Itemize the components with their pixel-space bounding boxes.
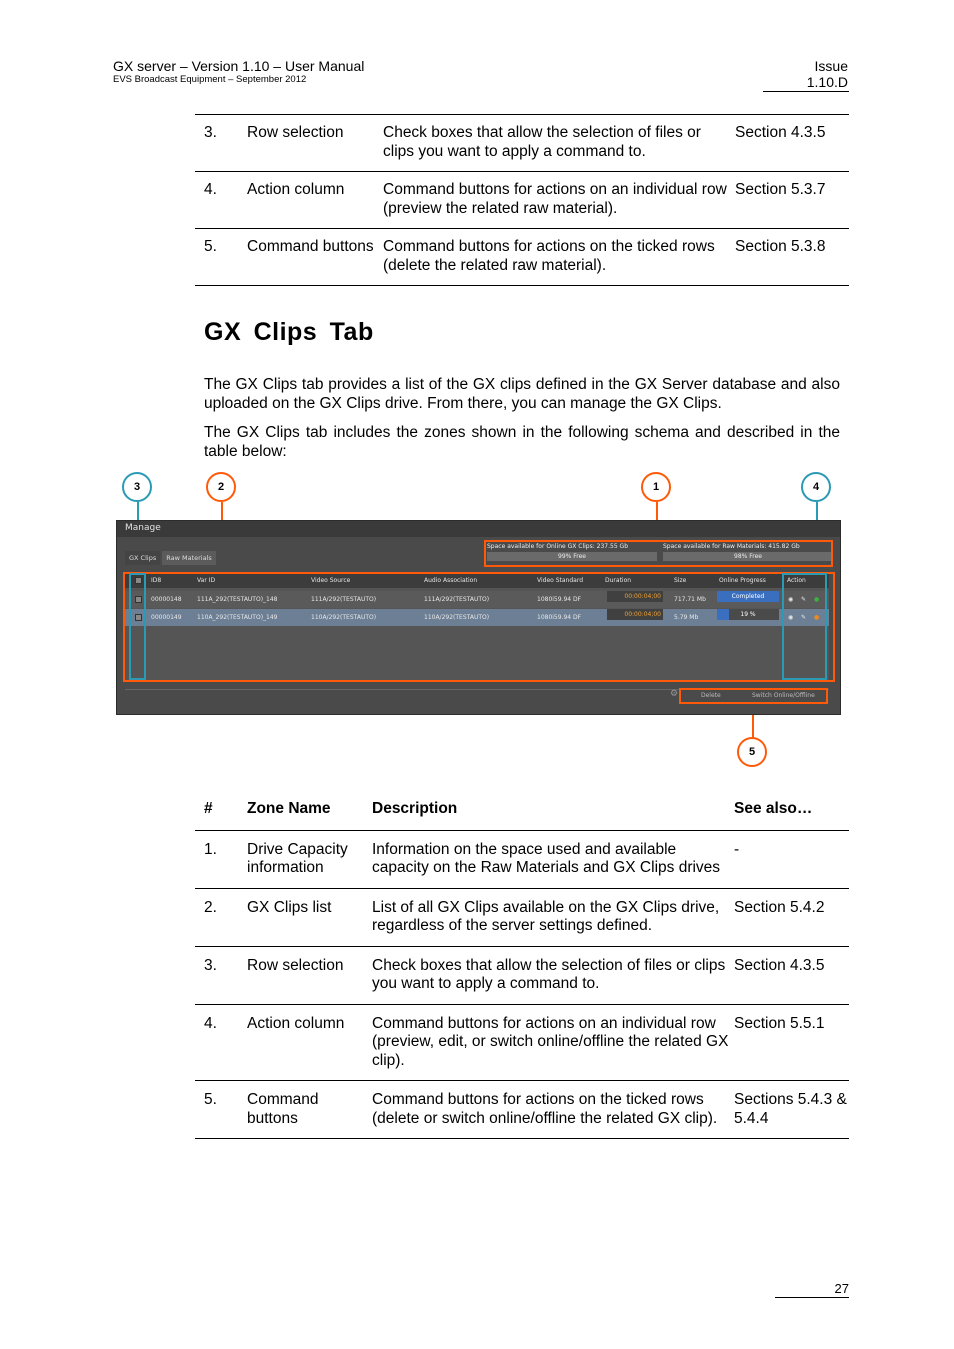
zone-number: 2. xyxy=(195,888,247,946)
section-heading: GX Clips Tab xyxy=(204,318,374,346)
table-row xyxy=(195,1081,849,1139)
cell-size: 717.71 Mb xyxy=(674,596,706,603)
zone-4-highlight xyxy=(782,573,827,680)
zone-see-also: Section 5.3.8 xyxy=(735,229,849,286)
zone-description: Command buttons for actions on an individual row (preview, edit, or switch online/offline the related GX clip). xyxy=(372,1004,734,1081)
zone-description: Check boxes that allow the selection of files or clips you want to apply a command to. xyxy=(383,115,735,172)
zone-3-highlight xyxy=(129,573,146,680)
edit-pencil-icon[interactable]: ✎ xyxy=(801,596,807,603)
table-row xyxy=(195,1004,849,1081)
raw-materials-zone-table xyxy=(195,114,849,286)
zone-see-also: Section 4.3.5 xyxy=(734,946,849,1004)
zone-number: 5. xyxy=(195,229,247,286)
callout-3: 3 xyxy=(122,472,152,502)
zone-number: 4. xyxy=(195,172,247,229)
zone-see-also: Section 5.4.2 xyxy=(734,888,849,946)
zone-name: Command buttons xyxy=(247,229,383,286)
cell-audio: 110A/292(TESTAUTO) xyxy=(424,614,490,621)
zone-number: 4. xyxy=(195,1004,247,1081)
header-description: Description xyxy=(372,796,734,830)
zone-name: GX Clips list xyxy=(247,888,372,946)
document-title: GX server – Version 1.10 – User Manual xyxy=(113,58,365,74)
document-subtitle: EVS Broadcast Equipment – September 2012 xyxy=(113,74,307,85)
zone-2-highlight xyxy=(123,572,835,682)
online-status-icon[interactable]: ● xyxy=(814,596,820,603)
zone-see-also: Sections 5.4.3 & 5.4.4 xyxy=(734,1081,849,1139)
processing-status-icon[interactable]: ● xyxy=(814,614,820,621)
column-header[interactable]: Size xyxy=(674,577,687,584)
issue-block xyxy=(807,58,848,90)
issue-label: Issue xyxy=(814,58,848,74)
tab-raw-materials[interactable]: Raw Materials xyxy=(162,551,216,565)
gx-capacity-bar: 99% Free xyxy=(487,552,657,561)
cell-standard: 1080i59.94 DF xyxy=(537,614,582,621)
cell-id: 00000148 xyxy=(151,596,182,603)
cell-var-id: 111A_292(TESTAUTO)_148 xyxy=(197,596,278,603)
schema-paragraph: The GX Clips tab includes the zones shown in the following schema and described in the table below: xyxy=(204,424,840,460)
column-header[interactable]: Video Standard xyxy=(537,577,584,584)
zone-name: Row selection xyxy=(247,946,372,1004)
page-number: 27 xyxy=(834,1281,849,1296)
zone-description: Command buttons for actions on an individual row (preview the related raw material). xyxy=(383,172,735,229)
column-header[interactable]: Action xyxy=(787,577,806,584)
callout-4: 4 xyxy=(801,472,831,502)
cell-size: 5.79 Mb xyxy=(674,614,699,621)
edit-pencil-icon[interactable]: ✎ xyxy=(801,614,807,621)
tab-gx-clips[interactable]: GX Clips xyxy=(125,551,160,565)
cell-video-source: 111A/292(TESTAUTO) xyxy=(311,596,377,603)
cell-duration: 00:00:04;00 xyxy=(607,609,663,620)
footer-rule xyxy=(775,1297,849,1298)
table-row xyxy=(195,229,849,286)
table-row xyxy=(195,172,849,229)
cell-var-id: 110A_292(TESTAUTO)_149 xyxy=(197,614,278,621)
zone-see-also: Section 5.5.1 xyxy=(734,1004,849,1081)
zone-description: Command buttons for actions on the ticked rows (delete or switch online/offline the related GX clip). xyxy=(372,1081,734,1139)
cell-id: 00000149 xyxy=(151,614,182,621)
table-row xyxy=(195,888,849,946)
cell-video-source: 110A/292(TESTAUTO) xyxy=(311,614,377,621)
intro-paragraph: The GX Clips tab provides a list of the GX clips defined in the GX Server database and also uploaded on the GX Clips drive. From there, you can manage the GX Clips. xyxy=(204,376,840,412)
issue-value: 1.10.D xyxy=(806,74,848,90)
zone-name: Action column xyxy=(247,172,383,229)
header-number: # xyxy=(195,796,247,830)
zone-see-also: Section 4.3.5 xyxy=(735,115,849,172)
zone-description: Check boxes that allow the selection of files or clips you want to apply a command to. xyxy=(372,946,734,1004)
zone-see-also: - xyxy=(734,830,849,888)
preview-eye-icon[interactable]: ◉ xyxy=(788,614,794,621)
table-header-row xyxy=(195,796,849,830)
tab-bar xyxy=(125,551,216,565)
cell-duration: 00:00:04;00 xyxy=(607,591,663,602)
header-zone-name: Zone Name xyxy=(247,796,372,830)
raw-capacity-label: Space available for Raw Materials: 415.82 Gb xyxy=(663,543,800,550)
header-rule xyxy=(763,91,849,92)
zone-description: List of all GX Clips available on the GX Clips drive, regardless of the server settings defined. xyxy=(372,888,734,946)
header-see-also: See also… xyxy=(734,796,849,830)
zone-see-also: Section 5.3.7 xyxy=(735,172,849,229)
zone-number: 3. xyxy=(195,115,247,172)
column-header[interactable]: Duration xyxy=(605,577,632,584)
progress-bar: 19 % xyxy=(717,609,779,620)
zone-description: Command buttons for actions on the ticked rows (delete the related raw material). xyxy=(383,229,735,286)
table-row xyxy=(195,830,849,888)
column-header[interactable]: Online Progress xyxy=(719,577,766,584)
zone-name: Row selection xyxy=(247,115,383,172)
zone-name: Drive Capacity information xyxy=(247,830,372,888)
window-title-bar xyxy=(117,521,840,537)
delete-button[interactable]: Delete xyxy=(701,692,721,699)
column-header[interactable]: Audio Association xyxy=(424,577,478,584)
callout-1: 1 xyxy=(641,472,671,502)
zone-5-highlight xyxy=(679,688,828,704)
switch-online-offline-button[interactable]: Switch Online/Offline xyxy=(752,692,815,699)
table-row xyxy=(195,946,849,1004)
window-title: Manage xyxy=(125,523,161,533)
cell-audio: 111A/292(TESTAUTO) xyxy=(424,596,490,603)
table-row xyxy=(195,115,849,172)
gx-clips-zone-table xyxy=(195,796,849,1139)
gx-clips-screenshot xyxy=(116,520,841,715)
gx-capacity-label: Space available for Online GX Clips: 237.55 Gb xyxy=(487,543,629,550)
raw-capacity-bar: 98% Free xyxy=(663,552,833,561)
callout-2: 2 xyxy=(206,472,236,502)
callout-5: 5 xyxy=(737,737,767,767)
zone-number: 5. xyxy=(195,1081,247,1139)
cell-standard: 1080i59.94 DF xyxy=(537,596,582,603)
zone-number: 1. xyxy=(195,830,247,888)
settings-gear-icon[interactable]: ⚙ xyxy=(670,689,679,699)
zone-1-highlight xyxy=(484,540,833,567)
column-header[interactable]: Video Source xyxy=(311,577,351,584)
column-header[interactable]: Var ID xyxy=(197,577,216,584)
zone-name: Command buttons xyxy=(247,1081,372,1139)
zone-description: Information on the space used and available capacity on the Raw Materials and GX Clips drives xyxy=(372,830,734,888)
zone-name: Action column xyxy=(247,1004,372,1081)
progress-bar: Completed xyxy=(717,591,779,602)
zone-number: 3. xyxy=(195,946,247,1004)
preview-eye-icon[interactable]: ◉ xyxy=(788,596,794,603)
column-header[interactable]: ID8 xyxy=(151,577,162,584)
